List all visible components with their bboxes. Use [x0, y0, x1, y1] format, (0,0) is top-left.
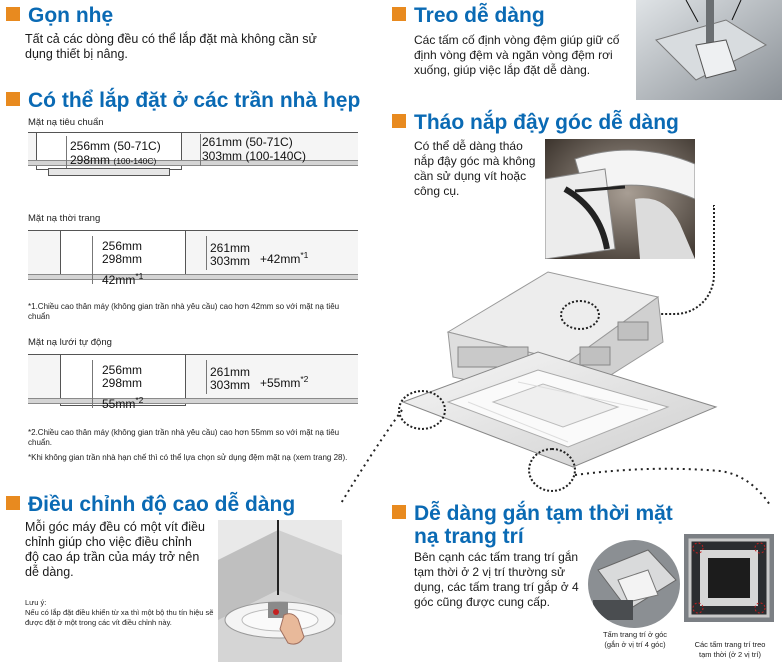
fashion-dim-2: 298mm	[102, 252, 143, 266]
heading-treo: Treo dễ dàng	[392, 4, 545, 28]
corner-decoration-photo	[588, 540, 680, 628]
bullet-square-icon	[6, 92, 20, 106]
std-dim-2: 298mm (100-140C)	[70, 153, 157, 167]
auto-dim-plus: $+55mm^{*2}$	[260, 374, 309, 390]
height-adjust-photo	[218, 520, 342, 662]
auto-dim-3: $55mm^{*2}$	[102, 395, 144, 411]
fashion-dim-plus: $+42mm^{*1}$	[260, 250, 309, 266]
fashion-dim-3: $42mm^{*1}$	[102, 271, 144, 287]
dimension-line	[206, 360, 207, 394]
gon-nhe-text: Tất cả các dòng đều có thể lắp đặt mà không cần sử dụng thiết bị nâng.	[25, 32, 317, 61]
callout-circle	[560, 300, 600, 330]
ceiling-board	[28, 274, 358, 280]
fashion-dim-1: 256mm	[102, 239, 143, 253]
dimension-line	[200, 134, 201, 166]
auto-note-1: *2.Chiều cao thân máy (không gian trần nhà yêu cầu) cao hơn 55mm so với mặt nạ tiêu chuẩn.	[28, 428, 340, 447]
ceiling-board	[28, 398, 358, 404]
dimension-line	[92, 360, 93, 408]
panel	[48, 168, 170, 176]
heading-thao-nap: Tháo nắp đậy góc dễ dàng	[392, 111, 679, 135]
std-dim-4: 303mm (100-140C)	[202, 149, 307, 163]
dimension-line	[66, 136, 67, 168]
std-dim-1: 256mm (50-71C)	[70, 139, 161, 153]
fashion-panel-label: Mặt nạ thời trang	[28, 213, 101, 224]
dieu-chinh-note-text: Nếu có lắp đặt điều khiển từ xa thì một bộ thu tín hiệu sẽ được đặt ở một trong các vít điều chỉnh này.	[25, 608, 214, 627]
thao-nap-text: Có thể dễ dàng tháo nắp đậy góc mà không cần sử dụng vít hoặc công cụ.	[414, 139, 536, 198]
fashion-dim-5: 303mm	[210, 254, 251, 268]
bullet-square-icon	[6, 7, 20, 21]
heading-gon-nhe: Gọn nhẹ	[6, 4, 113, 28]
dieu-chinh-text: Mỗi góc máy đều có một vít điều chỉnh giúp cho việc điều chỉnh độ cao áp trần của máy trở nên dễ dàng.	[25, 520, 205, 579]
auto-note-2: *Khi không gian trần nhà hạn chế thì có thể lựa chọn sử dụng đệm mặt nạ (xem trang 28).	[28, 453, 348, 462]
dimension-line	[206, 236, 207, 270]
gan-tam-text: Bên cạnh các tấm trang trí gắn tạm thời ở 2 vị trí thường sử dụng, các tấm trang trí gắp ở 4 góc cũng được cung cấp.	[414, 550, 579, 609]
hanging-photo	[636, 0, 782, 100]
dimension-line	[92, 236, 93, 284]
std-dim-3: 261mm (50-71C)	[202, 135, 293, 149]
auto-panel-label: Mặt nạ lưới tự động	[28, 337, 112, 348]
bullet-square-icon	[392, 114, 406, 128]
std-panel-diagram	[28, 132, 358, 192]
auto-dim-1: 256mm	[102, 363, 143, 377]
bullet-square-icon	[392, 505, 406, 519]
auto-dim-4: 261mm	[210, 365, 251, 379]
dieu-chinh-note-title: Lưu ý:	[25, 598, 47, 607]
bullet-square-icon	[6, 496, 20, 510]
fashion-panel-diagram	[28, 230, 358, 290]
heading-dieu-chinh: Điều chỉnh độ cao dễ dàng	[6, 493, 295, 517]
temp-panel-photo	[684, 534, 774, 622]
cap-corner-decoration: Tấm trang trí ở góc (gắn ở vị trí 4 góc)	[602, 630, 668, 649]
fashion-dim-4: 261mm	[210, 241, 251, 255]
heading-tran-hep: Có thể lắp đặt ở các trần nhà hẹp	[6, 89, 360, 113]
std-panel-label: Mặt nạ tiêu chuẩn	[28, 117, 104, 128]
cap-temp-panel: Các tấm trang trí treo tạm thời (ở 2 vị trí)	[694, 640, 766, 659]
bullet-square-icon	[392, 7, 406, 21]
heading-gan-tam: Dễ dàng gắn tạm thời mặt	[392, 502, 673, 526]
heading-gan-tam-line2: nạ trang trí	[414, 525, 524, 548]
auto-dim-2: 298mm	[102, 376, 143, 390]
auto-dim-5: 303mm	[210, 378, 251, 392]
auto-panel-diagram	[28, 354, 358, 414]
fashion-note: *1.Chiều cao thân máy (không gian trần nhà yêu cầu) cao hơn 42mm so với mặt nạ tiêu chuẩn	[28, 302, 340, 321]
treo-text: Các tấm cố định vòng đệm giúp giữ cố định vòng đệm và ngăn vòng đệm rơi xuống, giúp việc lắp đặt dễ dàng.	[414, 33, 620, 77]
